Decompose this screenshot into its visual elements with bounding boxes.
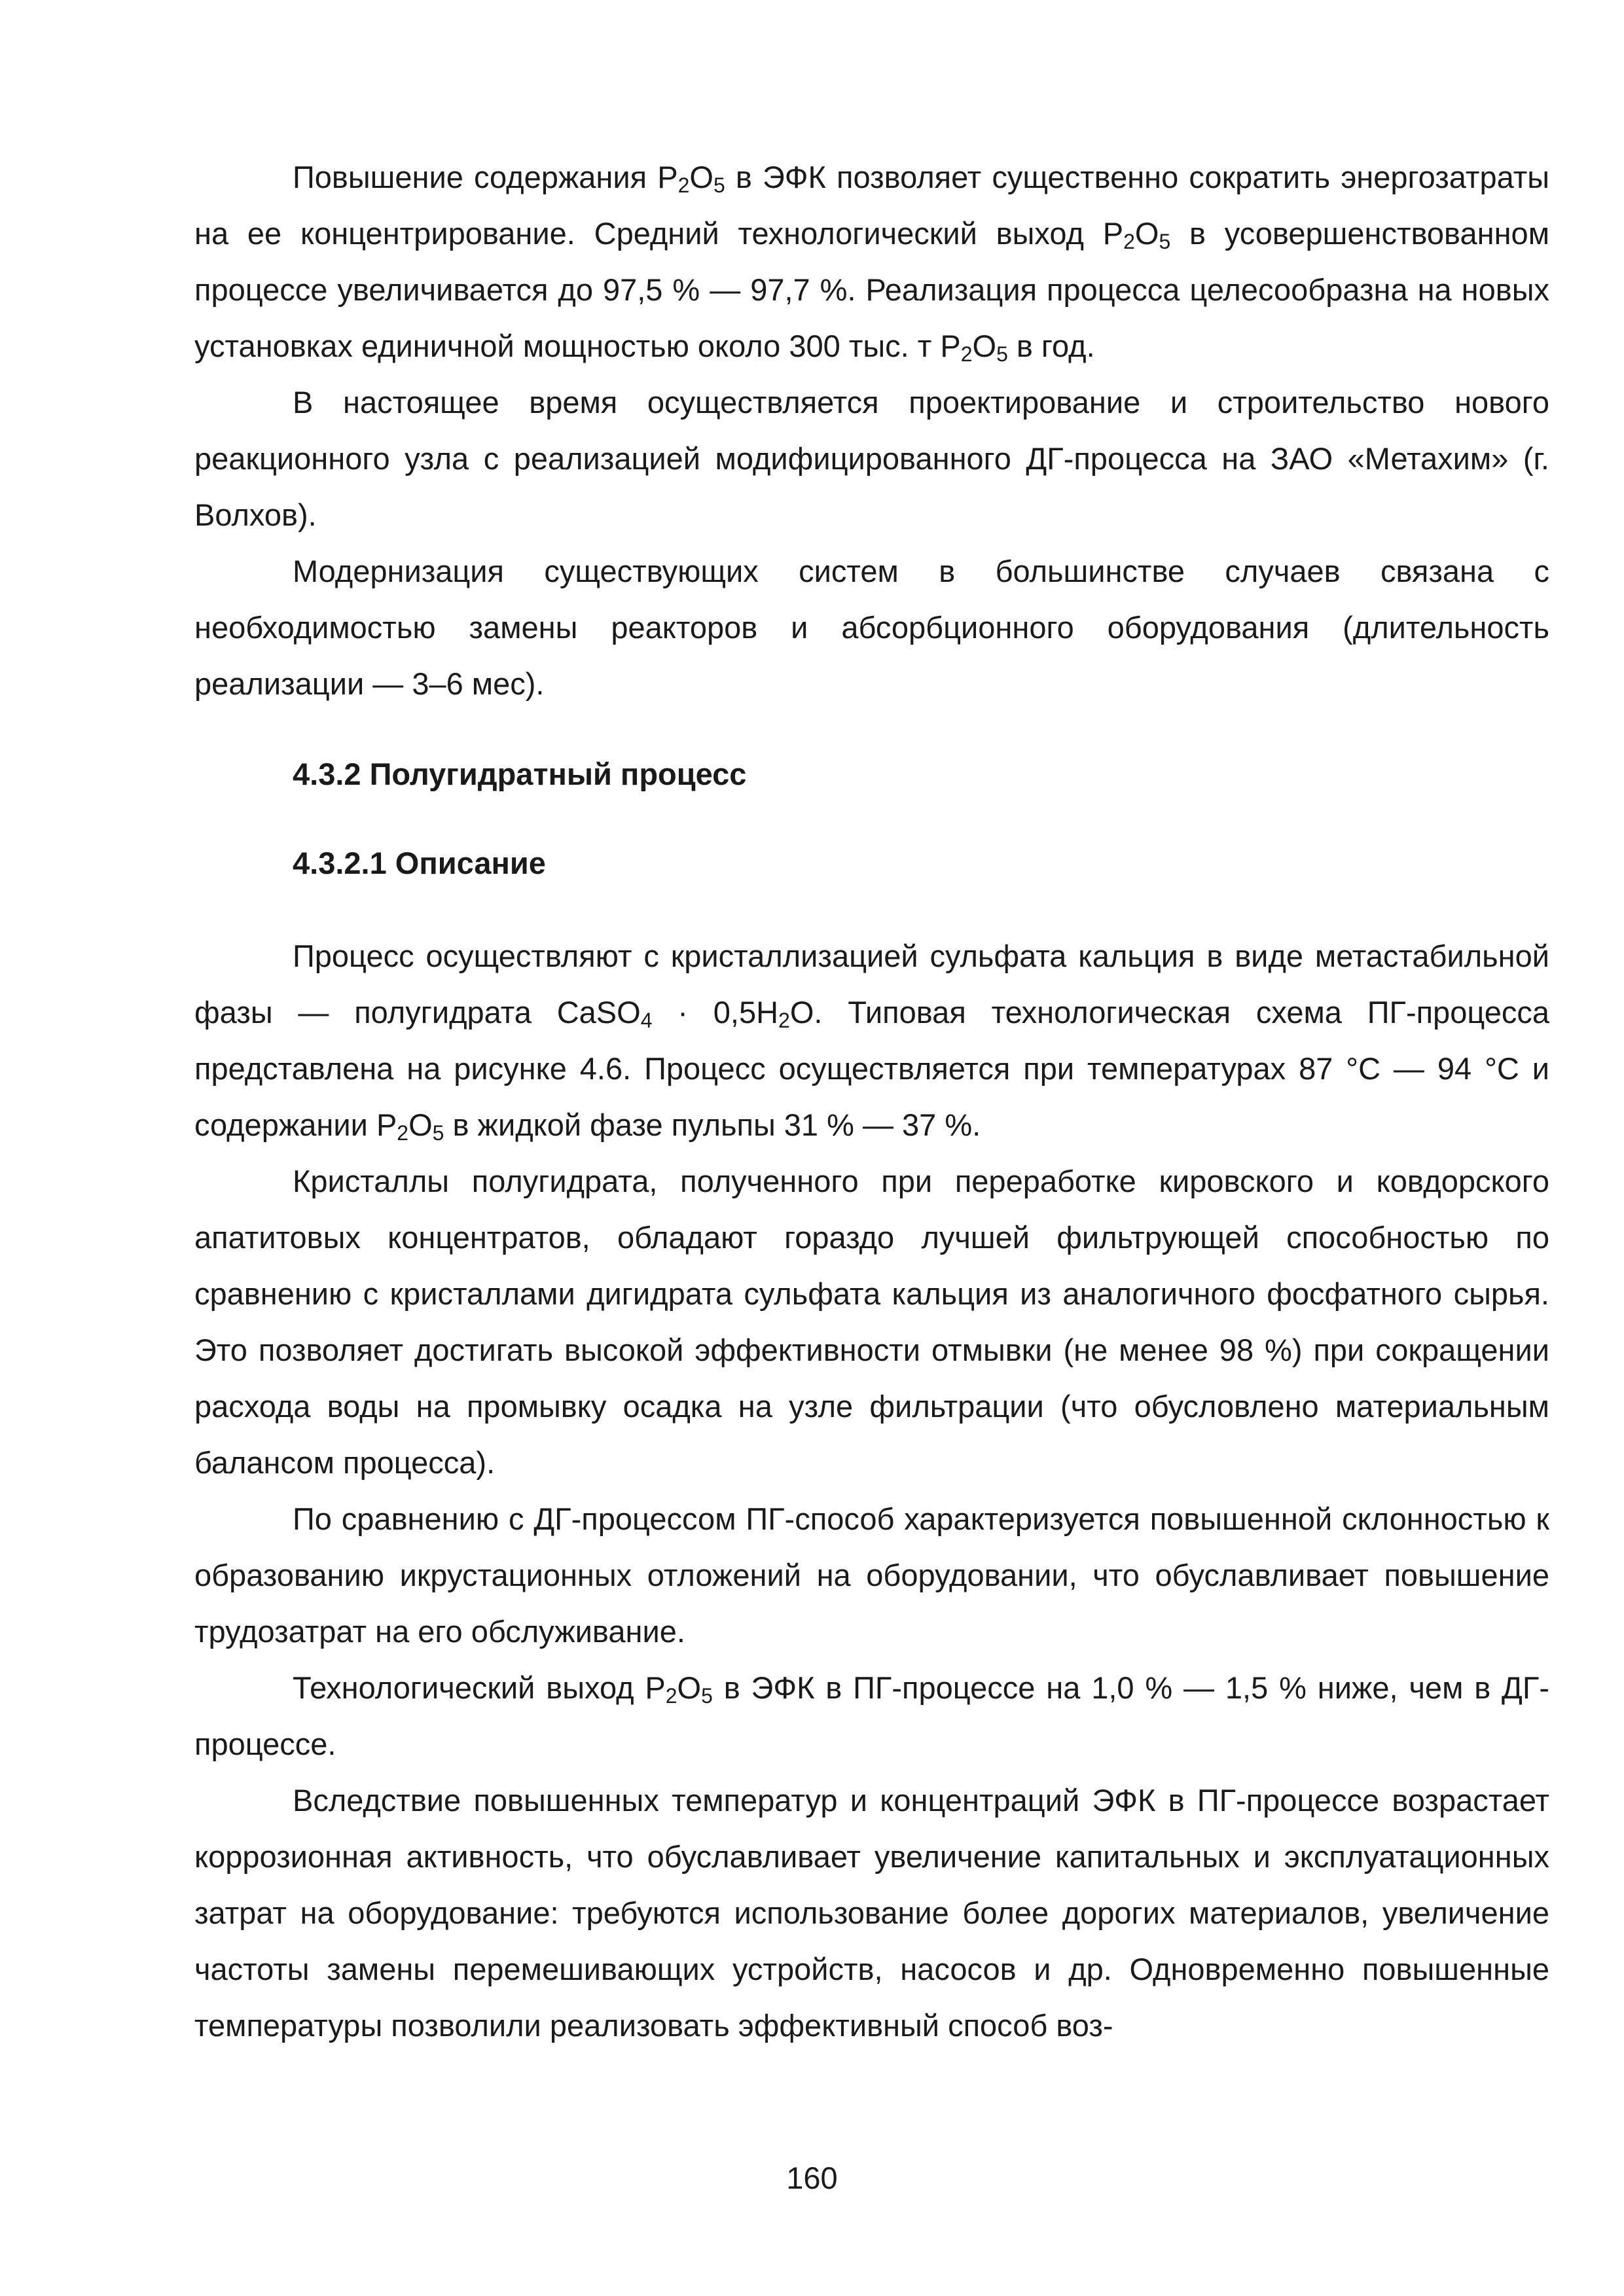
subscript: 5 (1159, 230, 1171, 254)
subsection-heading: 4.3.2.1 Описание (293, 846, 546, 880)
subscript: 4 (640, 1009, 653, 1033)
text-run: · 0,5H (652, 995, 779, 1030)
spacer (194, 891, 1549, 928)
subscript: 2 (1123, 230, 1135, 254)
body-paragraph (194, 1660, 1549, 1772)
text-run: Вследствие повышенных температур и концентраций ЭФК в ПГ-процессе возрастает коррозионная активность, что обуславливает увеличение капитальных и эксплуатационных затрат на оборудование: требуются использование более дорогих материалов, увеличение частоты замены перемешивающих устройств, насосов и др. Одновременно повышенные температуры позволили реализовать эффективный способ воз- (194, 1783, 1549, 2043)
text-run: O (972, 329, 997, 363)
subscript: 2 (960, 342, 973, 367)
text-run: в ЭФК позволяет существенно сократить энергозатраты на ее концентрирование. Средний технологический выход P (194, 160, 1549, 251)
text-run: Модернизация существующих систем в большинстве случаев связана с необходимостью замены реакторов и абсорбционного оборудования (длительность реализации — 3–6 мес). (194, 554, 1549, 701)
text-run: O. Типовая технологическая схема ПГ-процесса представлена на рисунке 4.6. Процесс осуществляется при температурах 87 °С — 94 °С и содержании P (194, 995, 1549, 1142)
text-run: Процесс осуществляют с кристаллизацией сульфата кальция в виде метастабильной фазы — полугидрата CaSO (194, 939, 1549, 1030)
page-number: 160 (786, 2161, 838, 2195)
body-paragraph (194, 928, 1549, 1153)
body-paragraph (194, 1772, 1549, 2054)
text-run: В настоящее время осуществляется проектирование и строительство нового реакционного узла с реализацией модифицированного ДГ-процесса на ЗАО «Метахим» (г. Волхов). (194, 385, 1549, 532)
subscript: 5 (701, 1684, 713, 1708)
body-paragraph (194, 149, 1549, 374)
paragraphs-top (194, 149, 1549, 712)
text-run: O (1134, 216, 1159, 251)
body-paragraph (194, 543, 1549, 712)
text-run: в усовершенствованном процессе увеличивается до 97,5 % — 97,7 %. Реализация процесса целесообразна на новых установках единичной мощностью около 300 тыс. т P (194, 216, 1550, 363)
text-run: в ЭФК в ПГ-процессе на 1,0 % — 1,5 % ниже, чем в ДГ-процессе. (194, 1670, 1549, 1761)
body-paragraph (194, 1153, 1549, 1491)
text-run: в год. (1007, 329, 1095, 363)
spacer (194, 802, 1549, 835)
subscript: 2 (665, 1684, 677, 1708)
text-run: O (408, 1107, 433, 1142)
section-heading: 4.3.2 Полугидратный процесс (293, 757, 747, 791)
text-run: По сравнению с ДГ-процессом ПГ-способ характеризуется повышенной склонностью к образованию икрустационных отложений на оборудовании, что обуславливает повышение трудозатрат на его обслуживание. (194, 1501, 1549, 1649)
subscript: 5 (713, 173, 725, 198)
subscript: 2 (397, 1121, 409, 1145)
page-body (194, 149, 1549, 2054)
subscript: 5 (996, 342, 1008, 367)
text-run: Кристаллы полугидрата, полученного при переработке кировского и ковдорского апатитовых концентратов, обладают гораздо лучшей фильтрующей способностью по сравнению с кристаллами дигидрата сульфата кальция из аналогичного фосфатного сырья. Это позволяет достигать высокой эффективности отмывки (не менее 98 %) при сокращении расхода воды на промывку осадка на узле фильтрации (что обусловлено материальным балансом процесса). (194, 1164, 1549, 1480)
text-run: O (689, 160, 713, 194)
subscript: 5 (432, 1121, 444, 1145)
subscript: 2 (677, 173, 690, 198)
paragraphs-bottom (194, 928, 1549, 2054)
text-run: Повышение содержания P (293, 160, 678, 194)
text-run: O (677, 1670, 702, 1705)
text-run: в жидкой фазе пульпы 31 % — 37 %. (444, 1107, 981, 1142)
body-paragraph (194, 374, 1549, 543)
subscript: 2 (778, 1009, 790, 1033)
text-run: Технологический выход P (293, 1670, 666, 1705)
spacer (194, 712, 1549, 746)
body-paragraph (194, 1491, 1549, 1660)
